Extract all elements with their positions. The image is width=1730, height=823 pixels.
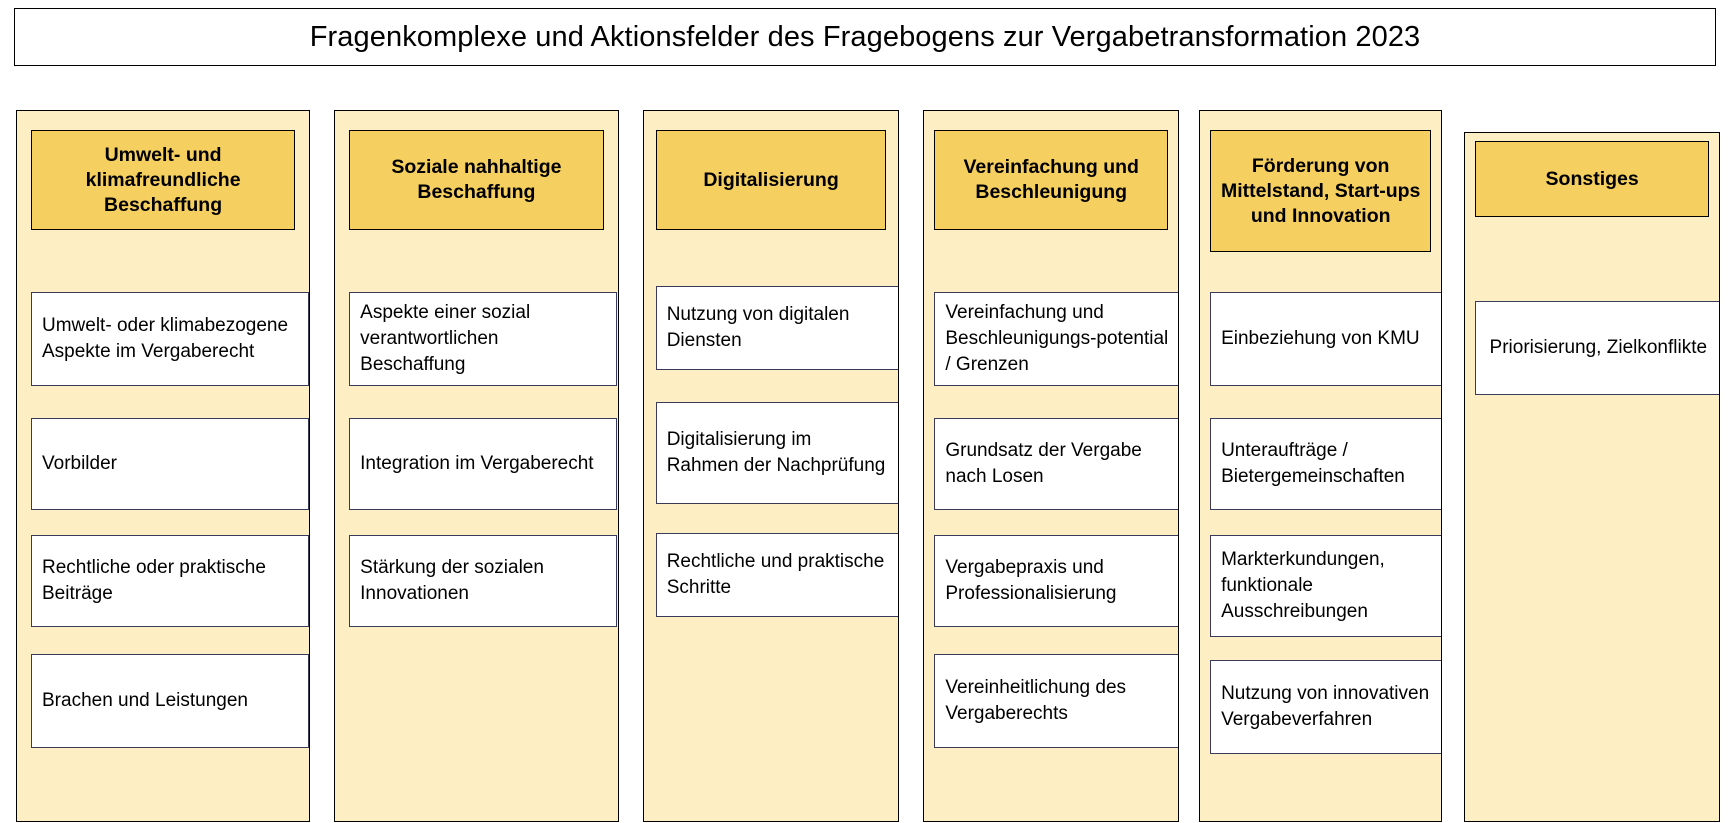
card-label: Umwelt- oder klimabezogene Aspekte im Vergaberecht <box>42 315 289 362</box>
column-cards <box>1465 217 1719 821</box>
column-header: Umwelt- und klimafreundliche Beschaffung <box>31 130 295 230</box>
card-item[interactable] <box>31 654 309 748</box>
card-label: Digitalisierung im Rahmen der Nachprüfung <box>666 429 886 476</box>
card-label: Integration im Vergaberecht <box>360 453 594 474</box>
column-soziale-nahhaltige-beschaffung <box>334 110 619 822</box>
card-item[interactable] <box>31 292 309 386</box>
column-cards <box>644 230 899 821</box>
card-item[interactable] <box>1475 301 1720 395</box>
column-cards <box>335 230 618 821</box>
card-label: Priorisierung, Zielkonflikte <box>1489 337 1708 358</box>
card-item[interactable] <box>934 654 1179 748</box>
card-label: Markterkundungen, funktionale Ausschreibungen <box>1221 549 1385 622</box>
card-item[interactable] <box>934 292 1179 386</box>
card-item[interactable] <box>349 292 617 386</box>
card-item[interactable] <box>656 533 899 617</box>
card-item[interactable] <box>1210 292 1442 386</box>
column-header: Förderung von Mittelstand, Start-ups und Innovation <box>1210 130 1431 252</box>
card-label: Vereinfachung und Beschleunigungs-potential / Grenzen <box>945 302 1169 375</box>
diagram-title-bar <box>14 8 1716 66</box>
column-umwelt-und-klimafreundliche-beschaffung <box>16 110 310 822</box>
column-header: Vereinfachung und Beschleunigung <box>934 130 1168 230</box>
card-item[interactable] <box>1210 418 1442 510</box>
card-label: Vergabepraxis und Professionalisierung <box>945 557 1117 604</box>
column-header: Digitalisierung <box>656 130 887 230</box>
card-item[interactable] <box>1210 660 1442 754</box>
column-header: Soziale nahhaltige Beschaffung <box>349 130 604 230</box>
column-cards <box>924 230 1178 821</box>
card-label: Rechtliche oder praktische Beiträge <box>42 557 266 604</box>
card-label: Stärkung der sozialen Innovationen <box>360 557 544 604</box>
card-item[interactable] <box>349 418 617 510</box>
column-header: Sonstiges <box>1475 141 1709 217</box>
columns-container <box>10 110 1720 822</box>
column-cards <box>1200 252 1441 821</box>
card-label: Rechtliche und praktische Schritte <box>666 551 885 598</box>
card-item[interactable] <box>1210 535 1442 637</box>
card-item[interactable] <box>349 535 617 627</box>
card-label: Grundsatz der Vergabe nach Losen <box>945 440 1142 487</box>
column-cards <box>17 230 309 821</box>
column-sonstiges <box>1464 132 1720 822</box>
card-label: Vereinheitlichung des Vergaberechts <box>945 677 1127 724</box>
card-item[interactable] <box>656 402 899 504</box>
card-item[interactable] <box>934 535 1179 627</box>
page-title: Fragenkomplexe und Aktionsfelder des Fragebogens zur Vergabetransformation 2023 <box>309 20 1421 53</box>
card-label: Brachen und Leistungen <box>42 690 248 711</box>
card-item[interactable] <box>656 286 899 370</box>
card-item[interactable] <box>934 418 1179 510</box>
card-item[interactable] <box>31 535 309 627</box>
column-vereinfachung-und-beschleunigung <box>923 110 1179 822</box>
card-label: Aspekte einer sozial verantwortlichen Beschaffung <box>360 302 531 375</box>
card-item[interactable] <box>31 418 309 510</box>
column-foerderung-von-mittelstand-start-ups-und-innovation <box>1199 110 1442 822</box>
card-label: Unteraufträge / Bietergemeinschaften <box>1221 440 1405 487</box>
card-label: Einbeziehung von KMU <box>1221 328 1420 349</box>
card-label: Nutzung von innovativen Vergabeverfahren <box>1221 683 1430 730</box>
column-digitalisierung <box>643 110 900 822</box>
card-label: Vorbilder <box>42 453 117 474</box>
card-label: Nutzung von digitalen Diensten <box>666 304 850 351</box>
